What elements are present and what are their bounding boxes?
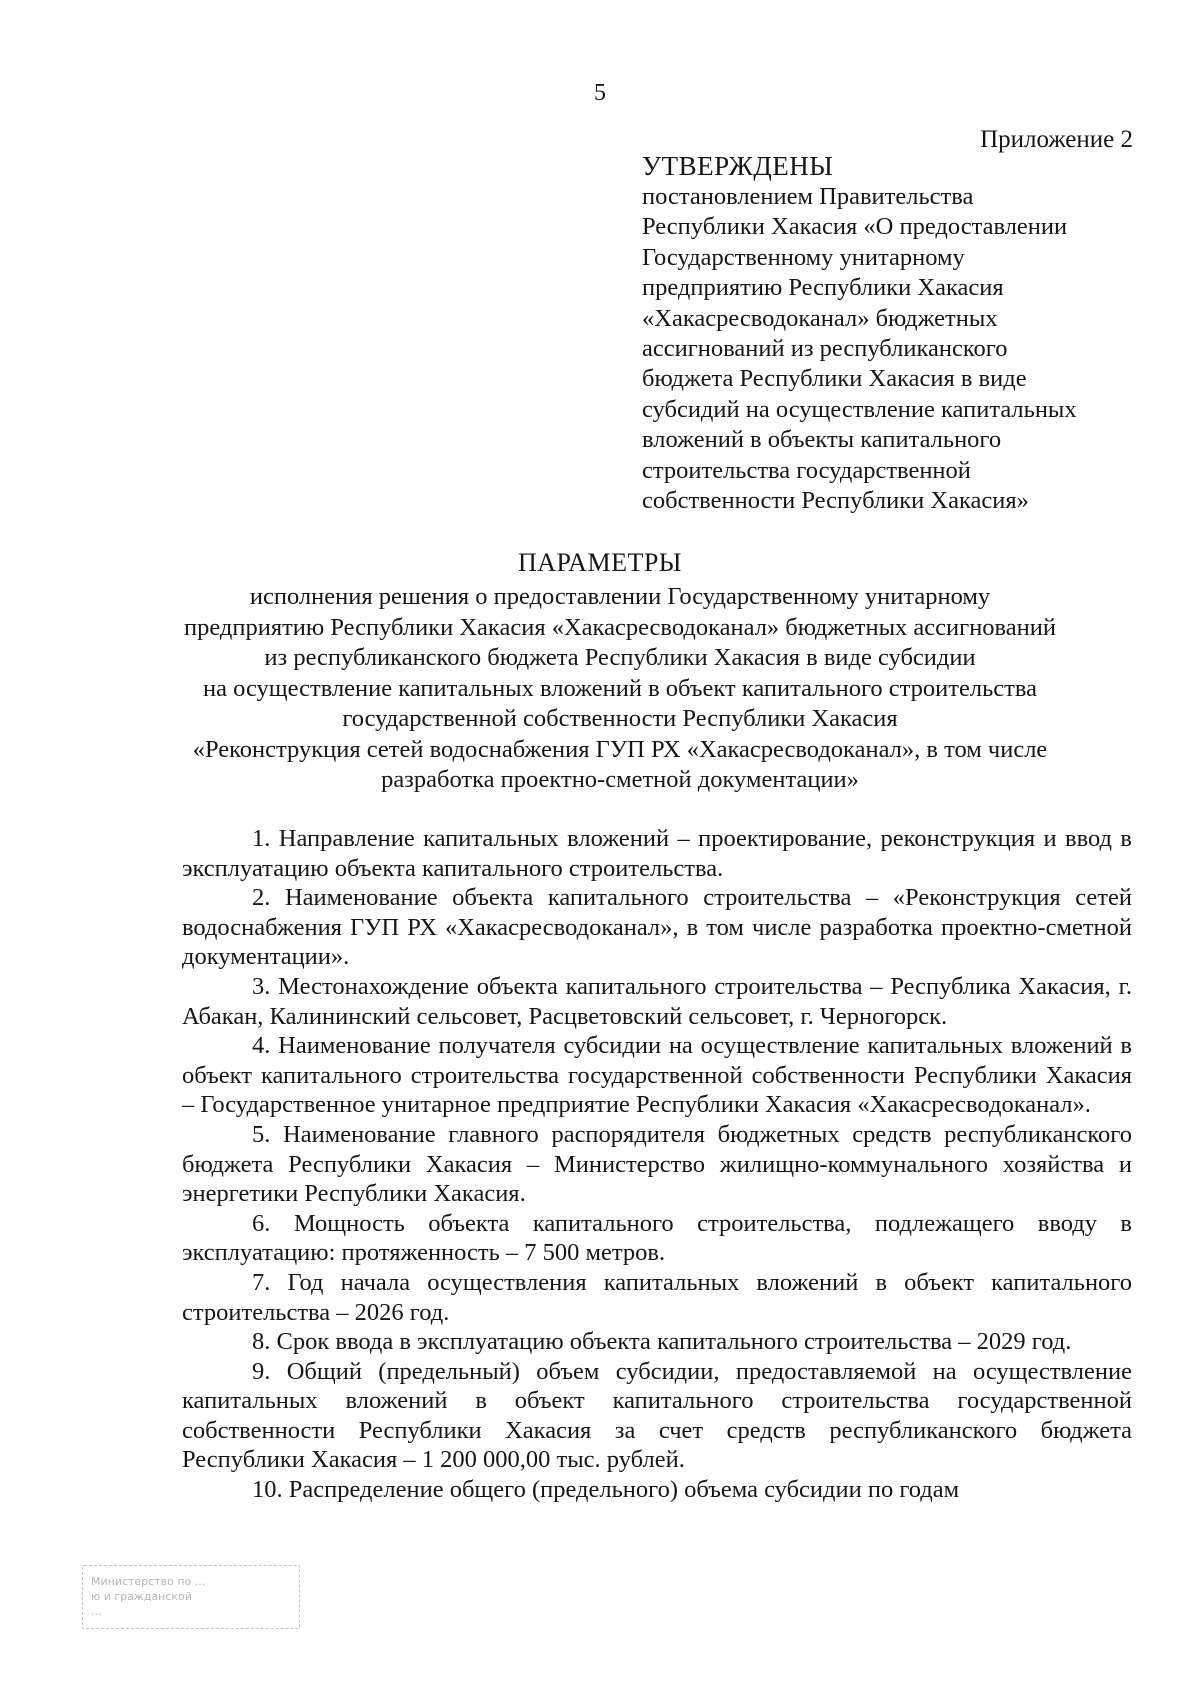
- approval-line: субсидий на осуществление капитальных: [642, 395, 1077, 423]
- parameter-item: 5. Наименование главного распорядителя бюджетных средств республиканского бюджета Республики Хакасия – Министерство жилищно-коммунального хозяйства и энергетики Республики Хакасия.: [182, 1120, 1132, 1208]
- subtitle-line: исполнения решения о предоставлении Государственному унитарному: [249, 583, 991, 610]
- subtitle-line: разработка проектно-сметной документации»: [381, 766, 859, 793]
- parameter-item: 6. Мощность объекта капитального строительства, подлежащего вводу в эксплуатацию: протяженность – 7 500 метров.: [182, 1209, 1132, 1267]
- approval-line: бюджета Республики Хакасия в виде: [642, 365, 1027, 393]
- parameter-item: 10. Распределение общего (предельного) объема субсидии по годам: [252, 1476, 960, 1504]
- subtitle-line: на осуществление капитальных вложений в объект капитального строительства: [203, 674, 1037, 702]
- parameters-list: [182, 824, 1132, 1505]
- approval-line: вложений в объекты капитального: [642, 426, 1002, 454]
- subtitle-line: «Реконструкция сетей водоснабжения ГУП РХ «Хакасресводоканал», в том числе: [192, 735, 1048, 763]
- subtitle-line: предприятию Республики Хакасия «Хакасресводоканал» бюджетных ассигнований: [183, 613, 1057, 641]
- stamp-line: ю и гражданской: [91, 1590, 192, 1603]
- appendix-label: Приложение 2: [980, 126, 1133, 153]
- approval-text: [642, 182, 1162, 516]
- approval-line: строительства государственной: [642, 456, 971, 484]
- stamp-line: Министерство по ...: [91, 1575, 206, 1588]
- approval-line: Государственному унитарному: [642, 243, 965, 271]
- parameter-item: 3. Местонахождение объекта капитального строительства – Республика Хакасия, г. Абакан, Калининский сельсовет, Расцветовский сельсовет, г. Черногорск.: [182, 972, 1132, 1030]
- page-number: 5: [594, 80, 606, 106]
- parameter-item: 1. Направление капитальных вложений – проектирование, реконструкция и ввод в эксплуатацию объекта капитального строительства.: [182, 825, 1132, 882]
- approval-block: [642, 150, 1162, 516]
- subtitle-line: государственной собственности Республики Хакасия: [342, 705, 898, 732]
- parameter-item: 8. Срок ввода в эксплуатацию объекта капитального строительства – 2029 год.: [252, 1328, 1072, 1356]
- approval-line: собственности Республики Хакасия»: [642, 487, 1029, 515]
- approval-line: предприятию Республики Хакасия: [642, 274, 1004, 302]
- registration-stamp: [82, 1565, 300, 1629]
- parameter-item: 7. Год начала осуществления капитальных вложений в объект капитального строительства – 2026 год.: [182, 1268, 1132, 1326]
- parameters-title: ПАРАМЕТРЫ: [518, 548, 682, 577]
- parameters-subtitle: [120, 582, 1120, 796]
- subtitle-line: из республиканского бюджета Республики Хакасия в виде субсидии: [264, 644, 976, 671]
- stamp-line: ...: [91, 1605, 102, 1618]
- approval-line: Республики Хакасия «О предоставлении: [642, 213, 1068, 241]
- approval-line: постановлением Правительства: [642, 183, 974, 210]
- parameter-item: 4. Наименование получателя субсидии на осуществление капитальных вложений в объект капитального строительства государственной собственности Республики Хакасия – Государственное унитарное предприятие Республики Хакасия «Хакасресводоканал».: [182, 1032, 1132, 1119]
- approval-line: ассигнований из республиканского: [642, 335, 1008, 363]
- parameter-item: 2. Наименование объекта капитального строительства – «Реконструкция сетей водоснабжения ГУП РХ «Хакасресводоканал», в том числе разработка проектно-сметной документации».: [182, 884, 1132, 971]
- approval-line: «Хакасресводоканал» бюджетных: [642, 304, 998, 332]
- parameter-item: 9. Общий (предельный) объем субсидии, предоставляемой на осуществление капитальных вложений в объект капитального строительства государственной собственности Республики Хакасия за счет средств республиканского бюджета Республики Хакасия – 1 200 000,00 тыс. рублей.: [182, 1357, 1132, 1474]
- approval-title: УТВЕРЖДЕНЫ: [642, 151, 834, 181]
